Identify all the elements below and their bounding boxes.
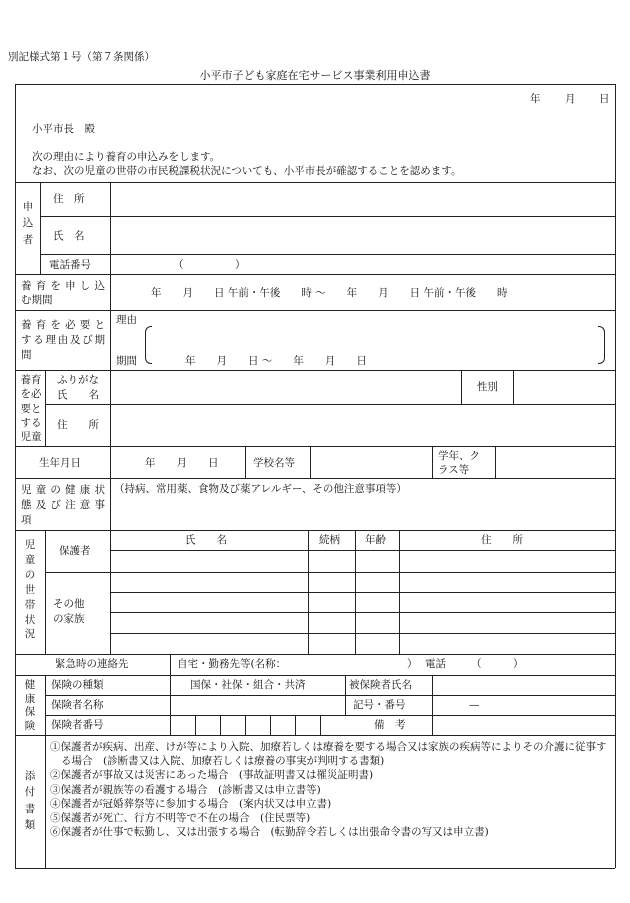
birth-text: 年 月 日 (145, 457, 219, 469)
attachment-item: ②保護者が事故又は災害にあった場合 (事故証明書又は罹災証明書) (50, 769, 374, 782)
addressee: 小平市長 殿 (32, 123, 95, 135)
attachment-item: ⑤保護者が死亡、行方不明等で不在の場合 (住民票等) (50, 811, 311, 824)
rule (110, 478, 111, 530)
label-char: の (24, 568, 36, 581)
rule (432, 675, 433, 735)
rule (45, 735, 46, 868)
attachments-label (23, 768, 37, 833)
other-family-label-1: その他 (53, 598, 85, 610)
bracket-left (145, 326, 152, 364)
insurance-type-label: 保険の種類 (51, 679, 104, 691)
rule (615, 84, 616, 868)
period-text: 年 月 日 午前・午後 時 〜 年 月 日 午前・午後 時 (151, 287, 508, 299)
insurance-type-options: 国保・社保・組合・共済 (190, 679, 306, 691)
label-char: を必 (20, 388, 42, 401)
health-label-2: 態及び注意事 (21, 499, 105, 511)
rule (40, 216, 615, 217)
label-char: 帯 (24, 598, 36, 611)
date-year: 年 (530, 93, 541, 105)
rule (15, 675, 615, 676)
reason-label-1: 養育を必要と (21, 319, 105, 331)
label-char: 児 (24, 539, 36, 551)
rule (45, 675, 46, 735)
phone-paren-open: （ (173, 259, 184, 271)
rule (45, 695, 615, 696)
rule (15, 735, 615, 736)
label-char: する (20, 416, 42, 429)
attachment-item: ④保護者が冠婚葬祭等に参加する場合 (案内状又は申立書) (50, 797, 332, 810)
period-label-2: む期間 (21, 294, 53, 306)
insured-name-label: 被保険者氏名 (349, 679, 412, 691)
health-note: （持病、常用薬、食物及び薬アレルギー、その他注意事項等） (114, 483, 407, 495)
period-label-1: 養育を申し込 (21, 280, 105, 292)
rule (170, 675, 171, 735)
rule (110, 446, 111, 478)
grade-label-2: ラス等 (438, 464, 470, 476)
reason-label: 理由 (116, 314, 137, 326)
label-char: 養育 (20, 374, 42, 386)
rule (15, 84, 615, 85)
reason-label-2: する理由及び期 (21, 334, 105, 346)
rule (15, 530, 615, 531)
phone-paren-close: ） (235, 259, 246, 271)
label-char: 世 (24, 583, 36, 596)
rule (15, 310, 615, 311)
applicant-label (21, 199, 35, 248)
label-char: 要と (20, 402, 42, 415)
rule (15, 370, 615, 371)
rule (110, 182, 111, 274)
insurer-number-label: 保険者番号 (51, 719, 104, 731)
code-number-label: 記号・番号 (353, 699, 406, 711)
label-char: 康 (24, 692, 36, 705)
furigana-label: ふりがな (57, 374, 99, 386)
code-dash: — (469, 699, 480, 711)
grade-label-1: 学年、ク (438, 450, 480, 462)
rule (15, 446, 615, 447)
label-char: 児童 (20, 431, 42, 444)
health-label-3: 項 (21, 514, 32, 526)
insurance-label (23, 679, 37, 734)
form-reference: 別記様式第１号（第７条関係） (8, 51, 155, 63)
rule (15, 868, 615, 869)
application-form (15, 84, 615, 868)
attachment-item: ①保護者が疾病、出産、けが等により入院、加療若しくは療養を要する場合又は家族の疾病等によりその介護に従事する場合 (診断書又は入院、加療若しくは療養の事実が判明する書類) (50, 741, 607, 768)
rule (110, 633, 615, 634)
label-char: 申 (22, 201, 34, 213)
label-char: 状 (24, 613, 36, 626)
rule (495, 446, 496, 478)
intro-line-2: なお、次の児童の世帯の市民税課税状況についても、小平市長が確認することを認めます。 (32, 165, 462, 177)
rule (110, 370, 111, 446)
label-char: 添 (24, 770, 36, 782)
label-char: 書 (24, 802, 36, 815)
rule (513, 370, 514, 404)
label-char: 況 (24, 628, 36, 641)
col-address-header: 住 所 (481, 534, 523, 546)
applicant-phone-label: 電話番号 (49, 259, 91, 271)
other-family-label-2: の家族 (53, 613, 85, 625)
rule (45, 572, 615, 573)
rule (195, 715, 196, 735)
emergency-phone-paren: （ ） (471, 658, 524, 670)
rule (15, 182, 615, 183)
label-char: 込 (22, 217, 34, 230)
rule (320, 715, 321, 735)
emergency-place-close: ） (407, 658, 418, 670)
emergency-place: 自宅・勤務先等(名称： (177, 658, 287, 670)
rule (432, 446, 433, 478)
reason-period-text: 年 月 日 〜 年 月 日 (185, 355, 367, 367)
rule (15, 84, 16, 868)
school-label: 学校名等 (253, 457, 295, 469)
emergency-phone-label: 電話 (425, 658, 446, 670)
rule (310, 446, 311, 478)
rule (110, 274, 111, 310)
rule (220, 715, 221, 735)
col-name-header: 氏 名 (185, 534, 227, 546)
rule (110, 612, 615, 613)
rule (245, 715, 246, 735)
remarks-label: 備 考 (374, 719, 406, 731)
rule (40, 182, 41, 274)
label-char: 健 (24, 679, 36, 691)
attachment-item: ③保護者が親族等の看護する場合 (診断書又は申立書等) (50, 783, 321, 796)
child-label (18, 373, 44, 444)
emergency-label: 緊急時の連絡先 (55, 658, 129, 670)
attachments-list (50, 740, 611, 839)
rule (15, 478, 615, 479)
label-char: 付 (24, 786, 36, 799)
col-relation-header: 続柄 (319, 534, 340, 546)
attachment-item: ⑥保護者が仕事で転勤し、又は出張する場合 (転勤辞令若しくは出張命令書の写又は申立書) (50, 826, 489, 839)
intro-line-1: 次の理由により養育の申込みをします。 (32, 151, 221, 163)
rule (45, 715, 615, 716)
gender-label: 性別 (477, 381, 498, 393)
label-char: 険 (24, 719, 36, 732)
form-title: 小平市子ども家庭在宅サービス事業利用申込書 (199, 69, 431, 82)
date-month: 月 (565, 93, 576, 105)
label-char: 保 (24, 706, 36, 719)
insurer-name-label: 保険者名称 (51, 699, 104, 711)
rule (110, 550, 615, 551)
rule (45, 530, 46, 654)
rule (110, 592, 615, 593)
guardian-label: 保護者 (59, 545, 91, 557)
rule (40, 254, 615, 255)
rule (45, 404, 615, 405)
child-name-label: 氏 名 (57, 389, 99, 401)
label-char: 童 (24, 553, 36, 566)
rule (110, 310, 111, 370)
label-char: 者 (22, 233, 34, 246)
rule (15, 274, 615, 275)
date-day: 日 (599, 93, 610, 105)
applicant-address-label: 住 所 (53, 193, 85, 205)
reason-label-3: 間 (21, 349, 32, 361)
rule (45, 370, 46, 446)
child-address-label: 住 所 (57, 419, 99, 431)
rule (270, 715, 271, 735)
rule (295, 715, 296, 735)
health-label-1: 児童の健康状 (21, 484, 105, 496)
rule (170, 654, 171, 675)
rule (245, 446, 246, 478)
rule (461, 370, 462, 404)
applicant-name-label: 氏 名 (53, 230, 85, 242)
bracket-right (598, 326, 605, 364)
label-char: 類 (24, 818, 36, 831)
reason-period-label: 期間 (116, 355, 137, 367)
household-label (23, 538, 37, 642)
col-age-header: 年齢 (365, 534, 386, 546)
birth-label: 生年月日 (39, 457, 81, 469)
rule (15, 654, 615, 655)
